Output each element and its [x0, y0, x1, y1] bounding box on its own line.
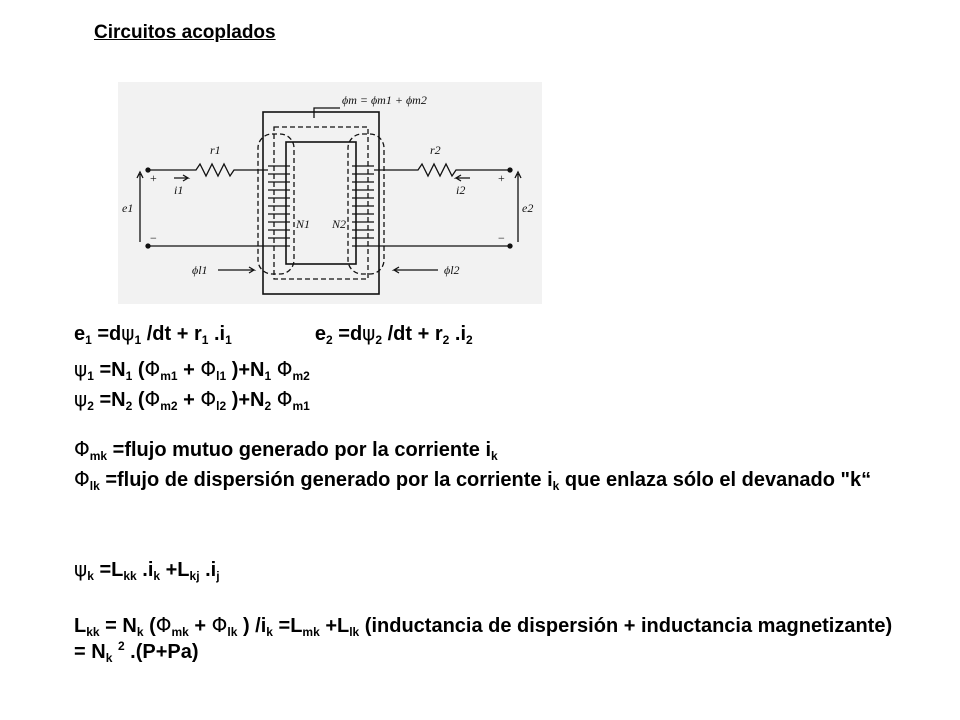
leakage-flux-text-2: que enlaza sólo el devanado "k“	[559, 469, 872, 491]
r1-label: r1	[210, 143, 221, 157]
page-title: Circuitos acoplados	[94, 22, 276, 43]
phi-l2-arrow	[394, 267, 438, 273]
e2-arrow	[515, 172, 521, 242]
minus-left: −	[150, 231, 157, 245]
equation-psi1: $\psi_1 =N_1$ ($\Phi_{m1} + \Phi_{l1}$ )$+N_1$ $\Phi_{m2}$	[74, 357, 310, 383]
i1-arrow	[174, 175, 188, 181]
mutual-flux-path	[274, 127, 368, 279]
mutual-flux-text: =flujo mutuo generado por la corriente i	[107, 439, 492, 461]
equation-psi2: $\psi_2 =N_2$ ($\Phi_{m2} + \Phi_{l2}$ )$+N_2$ $\Phi_{m1}$	[74, 387, 310, 413]
equation-lkk: $L_{kk} = N_k$ ($\Phi_{mk} + \Phi_{lk}$ ) $/i_k =L_{mk} +L_{lk}$ (inductancia de dispersión + inductancia magnetizante) = $N_k$ $^2$ .(P+Pa)	[74, 613, 893, 665]
minus-right: −	[498, 231, 505, 245]
r2-resistor-wire	[374, 164, 510, 176]
e1-arrow	[137, 172, 143, 242]
phi-l2-label: ϕl2	[444, 263, 460, 277]
definition-leakage-flux: $\Phi_{lk}$ =flujo de dispersión generado por la corriente $i_k$ que enlaza sólo el devanado "k“	[74, 467, 872, 493]
phi-l1-label: ϕl1	[192, 263, 208, 277]
e1-label: e1	[122, 201, 134, 215]
equation-psik: $\psi_k =L_{kk}$ $.i_k +L_{kj}$ $.i_j$	[74, 557, 220, 583]
plus-right: +	[498, 171, 505, 185]
e2-label: e2	[522, 201, 534, 215]
core-outer	[263, 112, 379, 294]
i2-arrow	[456, 175, 470, 181]
r2-label: r2	[430, 143, 441, 157]
i2-label: i2	[456, 183, 466, 197]
definition-mutual-flux: $\Phi_{mk}$ =flujo mutuo generado por la corriente $i_k$	[74, 437, 498, 463]
i1-label: i1	[174, 183, 184, 197]
leakage-flux-text: =flujo de dispersión generado por la corriente i	[99, 469, 553, 491]
lkk-tail: .(P+Pa)	[124, 641, 199, 663]
flux-m-leader	[314, 108, 340, 118]
phi-l1-arrow	[218, 267, 254, 273]
core-window	[286, 142, 356, 264]
flux-m-label: ϕm = ϕm1 + ϕm2	[342, 93, 427, 107]
n2-label: N2	[332, 217, 347, 231]
equation-voltage: $e_1 =d\psi_1$ $/dt + r_1$ $.i_1$ $e_2 =d\psi_2$ $/dt + r_2$ $.i_2$	[74, 321, 473, 347]
lkk-text: (inductancia de dispersión + inductancia magnetizante) = N	[74, 615, 893, 663]
plus-left: +	[150, 171, 157, 185]
n1-label: N1	[296, 217, 311, 231]
r1-resistor-wire	[148, 164, 268, 176]
coupled-transformer-diagram	[118, 82, 542, 304]
